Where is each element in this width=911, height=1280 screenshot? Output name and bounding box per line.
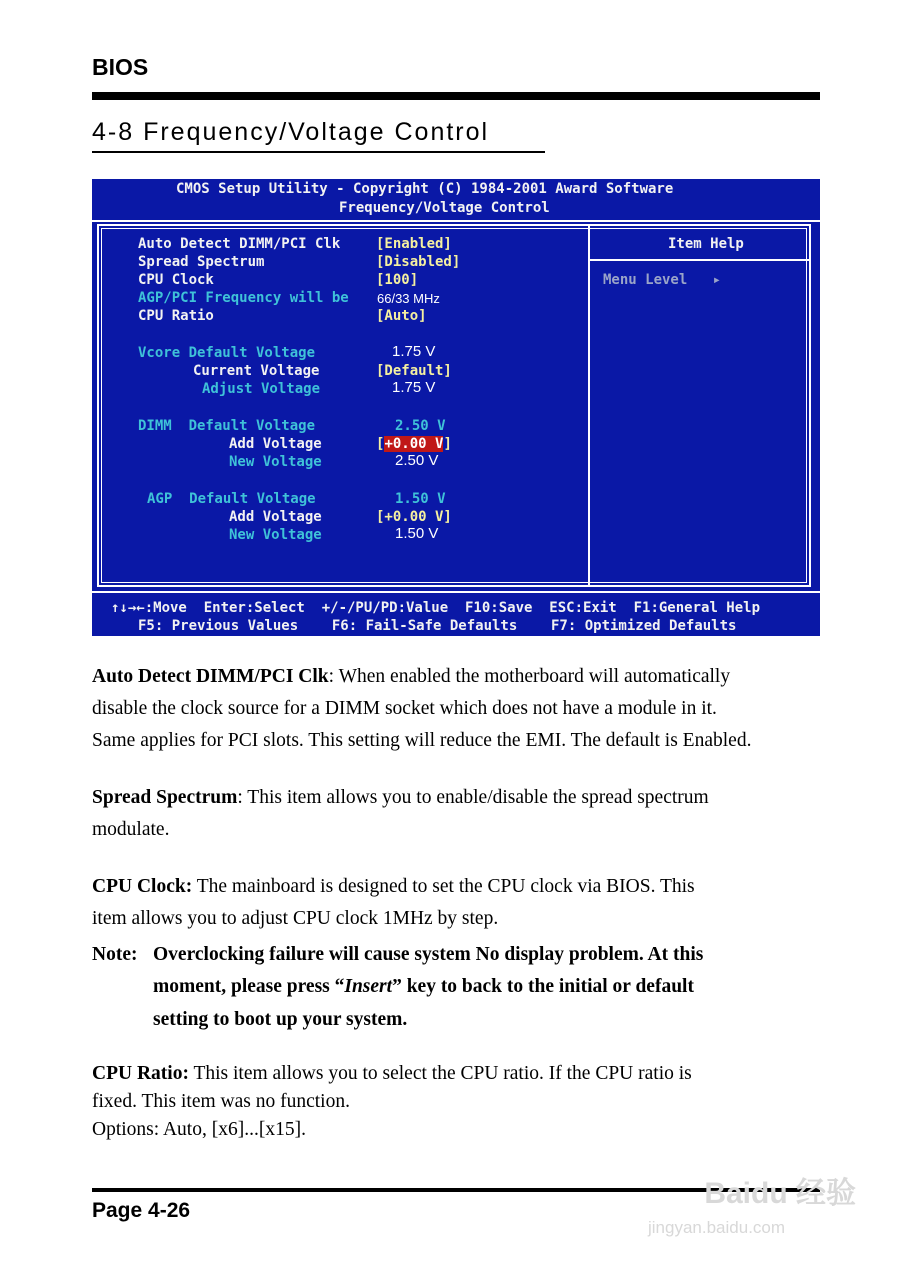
text: moment, please press “ xyxy=(153,976,345,997)
row-value: 2.50 V xyxy=(395,452,439,469)
row-value[interactable]: [Enabled] xyxy=(376,236,452,252)
note-line: setting to boot up your system. xyxy=(153,1009,408,1030)
header-rule xyxy=(92,92,820,100)
row-label: DIMM Default Voltage xyxy=(138,418,316,434)
row-value[interactable]: [Auto] xyxy=(376,308,427,324)
note-label: Note: xyxy=(92,944,138,965)
bios-footer-rule xyxy=(92,591,820,593)
bios-title-rule xyxy=(92,220,820,222)
text: : This item allows you to enable/disable the spread spectrum xyxy=(237,787,709,808)
page-number: Page 4-26 xyxy=(92,1199,191,1222)
bios-help-divider xyxy=(588,224,590,587)
bios-screenshot xyxy=(92,179,820,636)
row-label: Current Voltage xyxy=(193,363,320,379)
row-label: Vcore Default Voltage xyxy=(138,345,316,361)
note-line: Overclocking failure will cause system No display problem. At this xyxy=(153,944,704,965)
page-header-title: BIOS xyxy=(92,54,149,80)
row-value: 1.75 V xyxy=(392,343,436,360)
row-value[interactable]: [+0.00 V] xyxy=(376,509,452,525)
row-label: Adjust Voltage xyxy=(202,381,321,397)
bios-title-line2: Frequency/Voltage Control xyxy=(339,200,550,216)
paragraph-cpu-clock xyxy=(92,871,832,935)
row-value[interactable]: [Disabled] xyxy=(376,254,461,270)
term-cpu-clock: CPU Clock: xyxy=(92,876,193,897)
menu-level: Menu Level ▸ xyxy=(603,272,722,288)
text: This item allows you to select the CPU ratio. If the CPU ratio is xyxy=(188,1063,692,1084)
row-value-selected[interactable]: [+0.00 V] xyxy=(376,436,452,452)
row-value: 2.50 V xyxy=(395,418,446,434)
row-label: Add Voltage xyxy=(229,436,322,452)
watermark-brand: Baidu 经验 xyxy=(704,1177,856,1210)
text: Same applies for PCI slots. This setting will reduce the EMI. The default is Enabled. xyxy=(92,730,752,751)
term-spread-spectrum: Spread Spectrum xyxy=(92,787,238,808)
section-underline xyxy=(92,151,545,153)
text: fixed. This item was no function. xyxy=(92,1091,350,1112)
row-label: New Voltage xyxy=(229,527,322,543)
row-value[interactable]: [Default] xyxy=(376,363,452,379)
row-label: Add Voltage xyxy=(229,509,322,525)
bios-footer-line1: ↑↓→←:Move Enter:Select +/-/PU/PD:Value F10:Save ESC:Exit F1:General Help xyxy=(111,600,761,616)
row-label: AGP Default Voltage xyxy=(147,491,316,507)
row-label: AGP/PCI Frequency will be xyxy=(138,290,349,306)
row-label: CPU Ratio xyxy=(138,308,214,324)
bios-help-separator xyxy=(590,259,811,261)
bios-title-line1: CMOS Setup Utility - Copyright (C) 1984-2001 Award Software xyxy=(176,181,674,197)
item-help-label: Item Help xyxy=(668,236,744,252)
text: disable the clock source for a DIMM socket which does not have a module in it. xyxy=(92,698,717,719)
text: item allows you to adjust CPU clock 1MHz by step. xyxy=(92,908,499,929)
section-title: 4-8 Frequency/Voltage Control xyxy=(92,118,490,146)
row-value: 1.75 V xyxy=(392,379,436,396)
text: ” key to back to the initial or default xyxy=(392,976,694,997)
note-line xyxy=(153,971,694,1003)
insert-key: Insert xyxy=(344,976,393,997)
row-label: Auto Detect DIMM/PCI Clk xyxy=(138,236,341,252)
paragraph-auto-detect xyxy=(92,661,832,757)
text: : When enabled the motherboard will automatically xyxy=(328,666,731,687)
row-value: 1.50 V xyxy=(395,491,446,507)
bios-footer-line2: F5: Previous Values F6: Fail-Safe Defaults F7: Optimized Defaults xyxy=(138,618,737,634)
text: The mainboard is designed to set the CPU clock via BIOS. This xyxy=(192,876,695,897)
paragraph-spread-spectrum xyxy=(92,782,832,846)
row-value: 1.50 V xyxy=(395,525,439,542)
term-cpu-ratio: CPU Ratio: xyxy=(92,1063,189,1084)
paragraph-cpu-ratio xyxy=(92,1060,832,1144)
row-value[interactable]: [100] xyxy=(376,272,419,288)
selected-value[interactable]: +0.00 V xyxy=(384,436,444,452)
text: modulate. xyxy=(92,819,170,840)
term-auto-detect: Auto Detect DIMM/PCI Clk xyxy=(92,666,329,687)
row-label: Spread Spectrum xyxy=(138,254,265,270)
text: Options: Auto, [x6]...[x15]. xyxy=(92,1119,306,1140)
row-label: CPU Clock xyxy=(138,272,214,288)
watermark-url: jingyan.baidu.com xyxy=(648,1218,786,1237)
row-label: New Voltage xyxy=(229,454,322,470)
row-value: 66/33 MHz xyxy=(377,291,440,306)
